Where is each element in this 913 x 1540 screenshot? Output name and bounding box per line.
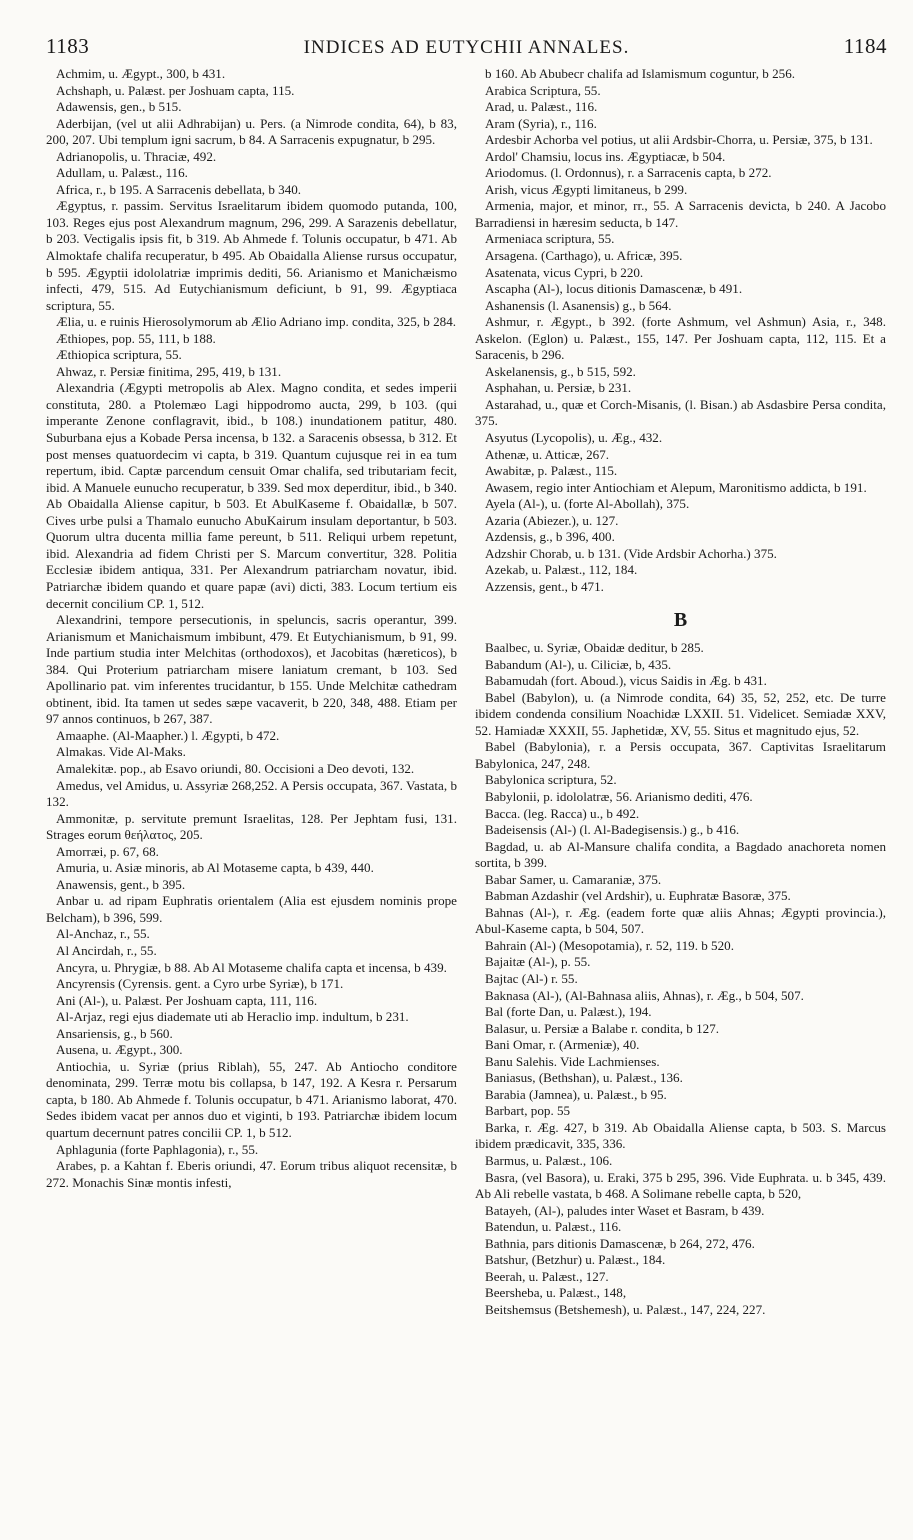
right-column xyxy=(475,66,886,1318)
index-entry: Babylonii, p. idololatræ, 56. Arianismo dediti, 476. xyxy=(485,788,753,804)
index-entry: Awasem, regio inter Antiochiam et Alepum, Maronitismo addicta, b 191. xyxy=(485,479,867,495)
index-entry: Baalbec, u. Syriæ, Obaidæ deditur, b 285. xyxy=(485,640,704,656)
index-entry: Ardesbir Achorba vel potius, ut alii Ardsbir-Chorra, u. Persiæ, 375, b 131. xyxy=(485,132,873,148)
index-entry: Aderbijan, (vel ut alii Adhrabijan) u. Pers. (a Nimrode condita, 64), b 83, 200, 207. Ubi templum igni sacrum, b 84. A Sarracenis expugnatur, b 295. xyxy=(46,115,457,148)
index-entry: Adawensis, gen., b 515. xyxy=(56,99,182,115)
index-entry: Ægyptus, r. passim. Servitus Israelitarum ibidem quomodo putanda, 100, 103. Reges ejus post Alexandrum magnum, 296, 299. A Sarazenis debellatur, b 203. Vectigalis ipsis fit, b 319. Ab Ahmede f. Tolunis occupatur, b 471. Ab Almoktafe chalifa recuperatur, b 495. Ab Obaidalla Aliense rursus occupatur, b 595. Ægyptii idololatriæ imprimis dediti, 56. Arianismo et Manichæismo infecti, 479, 515. Ad Eutychianismum deficiunt, b 91, 99. Ægyptiaca scriptura, 55. xyxy=(46,198,457,313)
index-entry: Ayela (Al-), u. (forte Al-Abollah), 375. xyxy=(485,496,690,512)
index-entry: Amalekitæ. pop., ab Esavo oriundi, 80. Occisioni a Deo devoti, 132. xyxy=(56,760,415,776)
index-entry: Adrianopolis, u. Thraciæ, 492. xyxy=(56,148,217,164)
right-column-a-entries xyxy=(475,66,886,596)
index-entry: Ancyrensis (Cyrensis. gent. a Cyro urbe Syriæ), b 171. xyxy=(56,976,344,992)
index-entry: Barmus, u. Palæst., 106. xyxy=(485,1153,613,1168)
index-entry: Ascapha (Al-), locus ditionis Damascenæ, b 491. xyxy=(485,281,743,297)
index-entry: Barabia (Jamnea), u. Palæst., b 95. xyxy=(485,1086,667,1102)
index-entry: Beerah, u. Palæst., 127. xyxy=(485,1268,609,1284)
index-entry: Azekab, u. Palæst., 112, 184. xyxy=(485,562,638,578)
index-entry: Aphlagunia (forte Paphlagonia), r., 55. xyxy=(56,1141,259,1157)
index-entry: Ani (Al-), u. Palæst. Per Joshuam capta, 111, 116. xyxy=(56,992,318,1008)
index-entry: Babman Azdashir (vel Ardshir), u. Euphratæ Basoræ, 375. xyxy=(485,888,791,904)
text-columns xyxy=(46,66,887,1318)
index-entry: Arabica Scriptura, 55. xyxy=(485,82,601,98)
index-entry: Ancyra, u. Phrygiæ, b 88. Ab Al Motaseme chalifa capta et incensa, b 439. xyxy=(56,959,447,975)
index-entry: Baniasus, (Bethshan), u. Palæst., 136. xyxy=(485,1070,683,1086)
index-entry: Amedus, vel Amidus, u. Assyriæ 268,252. A Persis occupata, 367. Vastata, b 132. xyxy=(46,777,457,810)
left-column xyxy=(46,66,457,1318)
index-entry: Bajtac (Al-) r. 55. xyxy=(485,970,578,986)
page-header xyxy=(46,34,887,64)
index-entry: Adzshir Chorab, u. b 131. (Vide Ardsbir Achorha.) 375. xyxy=(485,545,777,561)
index-entry: Barka, r. Æg. 427, b 319. Ab Obaidalla Aliense capta, b 503. S. Marcus ibidem prædicavit, 335, 336. xyxy=(475,1119,886,1152)
index-entry: Basra, (vel Basora), u. Eraki, 375 b 295, 396. Vide Euphrata. u. b 345, 439. Ab Ali rebelle vastata, b 468. A Solimane rebelle capta, b 520, xyxy=(475,1169,886,1202)
index-entry: Ariodomus. (l. Ordonnus), r. a Sarracenis capta, b 272. xyxy=(485,165,772,181)
index-entry: Ammonitæ, p. servitute premunt Israelitas, 128. Per Jephtam fusi, 131. Strages eorum θεήλατος, 205. xyxy=(46,810,457,843)
index-entry: Beitshemsus (Betshemesh), u. Palæst., 147, 224, 227. xyxy=(485,1301,766,1317)
index-entry: Babar Samer, u. Camaraniæ, 375. xyxy=(485,871,662,887)
index-entry: Armenia, major, et minor, rr., 55. A Sarracenis devicta, b 240. A Jacobo Barradiensi in hæresim seducta, b 147. xyxy=(475,198,886,230)
index-entry: Arsagena. (Carthago), u. Africæ, 395. xyxy=(485,248,683,264)
left-page-number: 1183 xyxy=(46,34,90,58)
index-entry: Amaaphe. (Al-Maapher.) l. Ægypti, b 472. xyxy=(56,727,280,743)
index-entry: Bahnas (Al-), r. Æg. (eadem forte quæ aliis Ahnas; Ægypti provincia.), Abul-Kaseme capta, b 504, 507. xyxy=(475,904,886,937)
index-entry: Æthiopica scriptura, 55. xyxy=(56,347,182,363)
index-entry: Arabes, p. a Kahtan f. Eberis oriundi, 47. Eorum tribus aliquot recensitæ, b 272. Monachis Sinæ montis infesti, xyxy=(46,1158,457,1190)
index-entry: Alexandria (Ægypti metropolis ab Alex. Magno condita, et sedes imperii constituta, 280. a Ptolemæo Lagi hippodromo aucta, 299, b 103. (qui imperante Zenone conflagravit, ibid., b 108.) inundationem patitur, 480. Suburbana ejus a Kobade Persa incensa, b 132. a Saracenis obsessa, b 312. Et post menses quatuordecim vi capta, b 319. Quantum cujusque rei in ea tum repertum, ibid. Captæ parcendum censuit Omar chalifa, sed tributariam fecit, ibid. A Manuele eunucho recuperatur, b 339. Sed mox deperditur, ibid., b 340. Ab Obaidalla Aliense capitur, b 503. Et AbulKaseme f. Obaidallæ, b 507. Cives urbe pulsi a Thamalo eunucho AbuKairum insulam deportantur, b 503. Quorum ultra ducenta millia fame pereunt, b 511. Reliqui urbem repetunt, ibid. Alexandria ad fidem Christi per S. Marcum convertitur, 328. Politia Ecclesiæ ibidem antiqua, 331. Per Alexandrum patriarcham novatur, ibid. Patriarchæ ibidem quando et quare papæ (avi) dicti, 383. Locum tertium eis decernit concilium CP. 1, 512. xyxy=(46,380,457,611)
index-entry: Achshaph, u. Palæst. per Joshuam capta, 115. xyxy=(56,82,295,98)
index-entry: Asphahan, u. Persiæ, b 231. xyxy=(485,380,632,396)
index-entry: Barbart, pop. 55 xyxy=(485,1103,571,1119)
index-entry: Babamudah (fort. Aboud.), vicus Saidis in Æg. b 431. xyxy=(485,673,767,689)
index-entry: Ashanensis (l. Asanensis) g., b 564. xyxy=(485,297,672,313)
index-entry: Ansariensis, g., b 560. xyxy=(56,1025,173,1041)
index-entry: Al-Arjaz, regi ejus diademate uti ab Heraclio imp. indultum, b 231. xyxy=(56,1009,409,1025)
index-entry: Ahwaz, r. Persiæ finitima, 295, 419, b 131. xyxy=(56,363,282,379)
index-entry: Alexandrini, tempore persecutionis, in speluncis, sacris operantur, 399. Arianismum et Manichaismum imbibunt, 479. Et Eutychianismum, b 91, 99. Inde partium studia inter Melchitas (orthodoxos), et Jacobitas (hæreticos), b 384. Qui Proterium patriarcham misere laniatum cremant, b 103. Sed Apollinario pat. vim inferentes trucidantur, b 155. Unde Melchitæ cathedram obtinent, ibid. Ita tamen ut sedes sæpe vacaverit, b 220, 348, 488. Etiam per 97 annos continuos, b 267, 387. xyxy=(46,612,457,727)
index-entry: Armeniaca scriptura, 55. xyxy=(485,231,615,247)
index-entry: Badeisensis (Al-) (l. Al-Badegisensis.) g., b 416. xyxy=(485,822,740,838)
index-entry: Amuria, u. Asiæ minoris, ab Al Motaseme capta, b 439, 440. xyxy=(56,860,374,876)
index-entry: Arad, u. Palæst., 116. xyxy=(485,99,598,115)
index-entry: Achmim, u. Ægypt., 300, b 431. xyxy=(56,66,226,81)
index-entry: Arish, vicus Ægypti limitaneus, b 299. xyxy=(485,181,688,197)
index-entry: Batayeh, (Al-), paludes inter Waset et Basram, b 439. xyxy=(485,1202,765,1218)
right-column-b-entries xyxy=(475,640,886,1318)
index-entry: Africa, r., b 195. A Sarracenis debellata, b 340. xyxy=(56,181,302,197)
index-entry: Bathnia, pars ditionis Damascenæ, b 264, 272, 476. xyxy=(485,1235,755,1251)
index-entry: Azdensis, g., b 396, 400. xyxy=(485,529,615,545)
index-entry: Anawensis, gent., b 395. xyxy=(56,876,186,892)
index-entry: b 160. Ab Abubecr chalifa ad Islamismum coguntur, b 256. xyxy=(485,66,796,81)
index-entry: Asatenata, vicus Cypri, b 220. xyxy=(485,264,644,280)
index-entry: Banu Salehis. Vide Lachmienses. xyxy=(485,1053,660,1069)
index-entry: Beersheba, u. Palæst., 148, xyxy=(485,1285,627,1301)
index-entry: Balasur, u. Persiæ a Balabe r. condita, b 127. xyxy=(485,1020,720,1036)
index-entry: Ausena, u. Ægypt., 300. xyxy=(56,1042,183,1058)
index-entry: Baknasa (Al-), (Al-Bahnasa aliis, Ahnas), r. Æg., b 504, 507. xyxy=(485,987,804,1003)
running-title: INDICES AD EUTYCHII ANNALES. xyxy=(303,37,630,58)
index-entry: Awabitæ, p. Palæst., 115. xyxy=(485,463,618,479)
index-entry: Almakas. Vide Al-Maks. xyxy=(56,744,186,760)
index-entry: Ardol' Chamsiu, locus ins. Ægyptiacæ, b 504. xyxy=(485,148,726,164)
index-entry: Bacca. (leg. Racca) u., b 492. xyxy=(485,805,640,821)
index-entry: Bajaitæ (Al-), p. 55. xyxy=(485,954,591,970)
index-entry: Asyutus (Lycopolis), u. Æg., 432. xyxy=(485,430,663,446)
index-entry: Ælia, u. e ruinis Hierosolymorum ab Ælio Adriano imp. condita, 325, b 284. xyxy=(56,314,457,330)
index-entry: Bagdad, u. ab Al-Mansure chalifa condita, a Bagdado anachoreta nomen sortita, b 399. xyxy=(475,838,886,871)
index-entry: Batendun, u. Palæst., 116. xyxy=(485,1219,622,1235)
index-entry: Babel (Babylon), u. (a Nimrode condita, 64) 35, 52, 252, etc. De turre ibidem condenda consilium Noachidæ LXXII. 51. Videlicet. Semiadæ XXV, 52. Hamiadæ XXXII, 55. Japhetidæ, XV, 55. Situs et magnitudo ejus, 52. xyxy=(475,689,886,738)
right-page-number: 1184 xyxy=(843,34,887,58)
index-entry: Amorræi, p. 67, 68. xyxy=(56,843,159,859)
index-entry: Anbar u. ad ripam Euphratis orientalem (Alia est ejusdem nominis prope Belcham), b 396, 599. xyxy=(46,893,457,925)
index-entry: Adullam, u. Palæst., 116. xyxy=(56,165,188,181)
index-entry: Æthiopes, pop. 55, 111, b 188. xyxy=(56,330,216,346)
index-entry: Babylonica scriptura, 52. xyxy=(485,772,617,788)
index-entry: Astarahad, u., quæ et Corch-Misanis, (l. Bisan.) ab Asdasbire Persa condita, 375. xyxy=(475,396,886,429)
index-entry: Azzensis, gent., b 471. xyxy=(485,578,604,594)
index-entry: Athenæ, u. Atticæ, 267. xyxy=(485,446,610,462)
index-entry: Azaria (Abiezer.), u. 127. xyxy=(485,512,619,528)
index-entry: Antiochia, u. Syriæ (prius Riblah), 55, 247. Ab Antiocho conditore denominata, 299. Terræ motu bis collapsa, b 147, 192. A Kesra r. Persarum capta, b 180. Ab Ahmede f. Tolunis occupatur, b 471. Arianismo laborat, 470. Sedes ibidem vacat per annos duo et viginti, b 193. Patriarchæ ibidem locum quartum decernunt patres concilii CP. 1, b 512. xyxy=(46,1058,457,1140)
index-entry: Al Ancirdah, r., 55. xyxy=(56,942,157,958)
index-entry: Babel (Babylonia), r. a Persis occupata, 367. Captivitas Israelitarum Babylonica, 247, 248. xyxy=(475,739,886,771)
index-entry: Al-Anchaz, r., 55. xyxy=(56,926,150,942)
index-entry: Bal (forte Dan, u. Palæst.), 194. xyxy=(485,1004,652,1020)
index-entry: Ashmur, r. Ægypt., b 392. (forte Ashmum, vel Ashmun) Asia, r., 348. Askelon. (Eglon) u. Palæst., 155, 147. Per Joshuam capta, 112, 115. Et a Saracenis, b 296. xyxy=(475,314,886,363)
index-entry: Bahrain (Al-) (Mesopotamia), r. 52, 119. b 520. xyxy=(485,937,734,953)
index-entry: Babandum (Al-), u. Ciliciæ, b, 435. xyxy=(485,656,672,672)
index-entry: Batshur, (Betzhur) u. Palæst., 184. xyxy=(485,1252,666,1268)
section-letter-b: B xyxy=(673,608,688,631)
index-entry: Askelanensis, g., b 515, 592. xyxy=(485,363,636,379)
index-entry: Aram (Syria), r., 116. xyxy=(485,115,597,131)
index-entry: Bani Omar, r. (Armeniæ), 40. xyxy=(485,1037,640,1053)
